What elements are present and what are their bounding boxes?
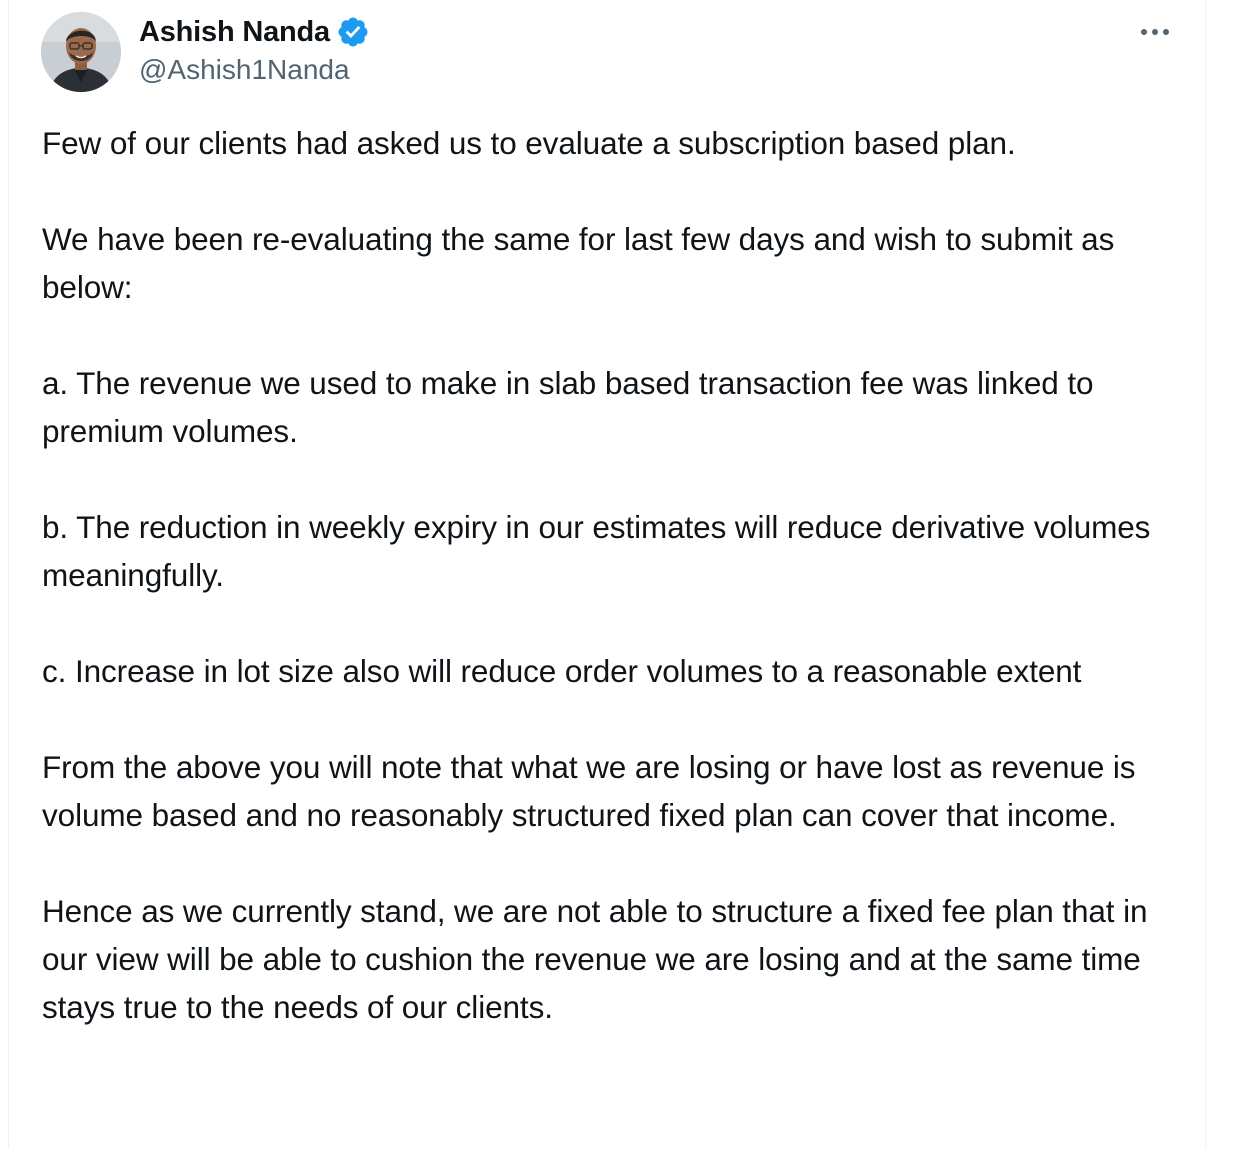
- avatar-image: [41, 12, 121, 92]
- author-name-row: [139, 14, 370, 50]
- avatar[interactable]: [41, 12, 121, 92]
- verified-badge-icon[interactable]: [336, 15, 370, 49]
- tweet-paragraph: From the above you will note that what we are losing or have lost as revenue is volume based and no reasonably structured fixed plan can cover that income.: [42, 749, 1136, 833]
- author-handle[interactable]: @Ashish1Nanda: [139, 54, 350, 85]
- tweet-paragraph: Hence as we currently stand, we are not able to structure a fixed fee plan that in our view will be able to cushion the revenue we are losing and at the same time stays true to the needs of our clients.: [42, 893, 1148, 1025]
- tweet-paragraph: We have been re-evaluating the same for last few days and wish to submit as below:: [42, 221, 1115, 305]
- more-horizontal-icon: [1139, 28, 1171, 36]
- tweet-text: [42, 119, 1192, 1079]
- tweet-paragraph: Few of our clients had asked us to evaluate a subscription based plan.: [42, 125, 1016, 161]
- tweet-paragraph: b. The reduction in weekly expiry in our estimates will reduce derivative volumes meaningfully.: [42, 509, 1151, 593]
- more-options-button[interactable]: [1133, 14, 1177, 50]
- author-display-name[interactable]: Ashish Nanda: [139, 15, 330, 48]
- tweet-paragraph: a. The revenue we used to make in slab based transaction fee was linked to premium volumes.: [42, 365, 1094, 449]
- tweet-card: [8, 0, 1206, 1149]
- tweet-paragraph: c. Increase in lot size also will reduce order volumes to a reasonable extent: [42, 653, 1082, 689]
